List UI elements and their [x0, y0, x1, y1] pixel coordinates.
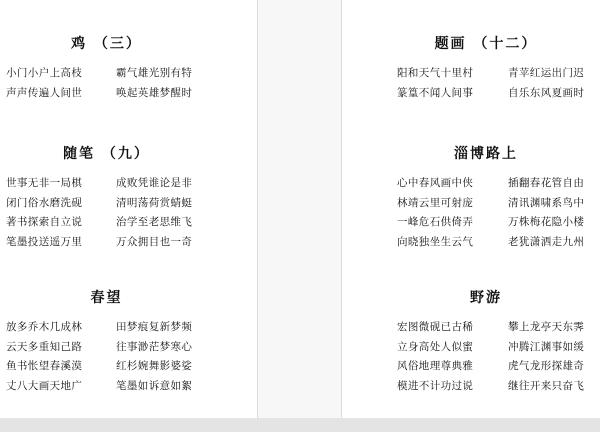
verse-line: 冲腾江渊事如缓	[508, 340, 585, 353]
verse-line: 阳和天气十里村	[397, 67, 474, 79]
verse-line: 世事无非一局棋	[6, 177, 83, 189]
poem-title: 随笔 （九）	[63, 146, 150, 162]
verse-line: 万株梅花隐小楼	[508, 216, 585, 228]
verse-line: 向晓独坐生云气	[397, 235, 474, 248]
verse-line: 红杉婉舞影婆娑	[116, 360, 193, 372]
verse-line: 风俗地理尊典雅	[397, 360, 474, 372]
verse-line: 治学至老思维飞	[116, 216, 193, 228]
verse-line: 著书探索自立说	[6, 216, 83, 228]
poem-title: 淄博路上	[454, 146, 518, 162]
verse-line: 霸气雄光别有特	[116, 67, 193, 79]
verse-line: 闭门俗水磨洗砚	[6, 196, 83, 209]
verse-line: 丈八大画天地广	[6, 379, 83, 392]
verse-line: 云天多重知己路	[6, 340, 83, 353]
verse-line: 一峰危石供倚弄	[397, 216, 474, 228]
verse-line: 清讯渊啸系鸟中	[508, 196, 585, 209]
right-page	[342, 0, 600, 418]
poem-column-1	[397, 318, 473, 396]
verse-line: 成败凭谁论是非	[116, 177, 193, 189]
verse-line: 唤起英雄梦醒时	[116, 86, 193, 99]
verse-line: 模进不计功过说	[397, 379, 474, 392]
verse-line: 心中春风画中侠	[397, 177, 474, 189]
verse-line: 老犹潇洒走九州	[508, 235, 585, 248]
verse-line: 小门小户上高枝	[6, 67, 83, 79]
verse-line: 虎气龙形探雄奇	[508, 360, 585, 372]
verse-line: 笔墨如诉意如絮	[116, 379, 193, 392]
verse-line: 清明荡荷赏蜻蜓	[116, 196, 193, 209]
verse-line: 往事渺茫梦寒心	[116, 340, 193, 353]
poem-column-2	[116, 318, 192, 396]
page-gutter	[257, 0, 342, 418]
poem	[342, 0, 600, 418]
verse-line: 青苹红运出门迟	[508, 67, 585, 79]
verse-line: 放多乔木几成林	[6, 321, 83, 333]
poem-title: 野游	[470, 290, 502, 306]
verse-line: 攀上龙亭天东霁	[508, 321, 585, 333]
verse-line: 田梦痕复新梦频	[116, 321, 193, 333]
left-page	[0, 0, 257, 418]
verse-line: 笔墨投送遥万里	[6, 235, 83, 248]
poem-column-2	[508, 318, 584, 396]
verse-line: 鱼书怅望春溪漠	[6, 360, 83, 372]
verse-line: 继往开来只奋飞	[508, 379, 585, 392]
poem	[0, 0, 257, 418]
poem-column-1	[6, 318, 82, 396]
poem-title: 题画 （十二）	[434, 36, 538, 52]
poem-title: 鸡 （三）	[71, 36, 142, 52]
verse-line: 林靖云里可射庞	[397, 196, 474, 209]
verse-line: 声声传遍人间世	[6, 86, 83, 99]
verse-line: 篆篁不闻人间事	[397, 86, 474, 99]
verse-line: 万众拥目也一奇	[116, 235, 193, 248]
verse-line: 宏图微砚已古稀	[397, 321, 474, 333]
poem-title: 春望	[90, 290, 123, 306]
verse-line: 立身高处人似蜜	[397, 340, 474, 353]
verse-line: 插翻春花管自由	[508, 177, 585, 189]
verse-line: 自乐东风夏画时	[508, 86, 585, 99]
